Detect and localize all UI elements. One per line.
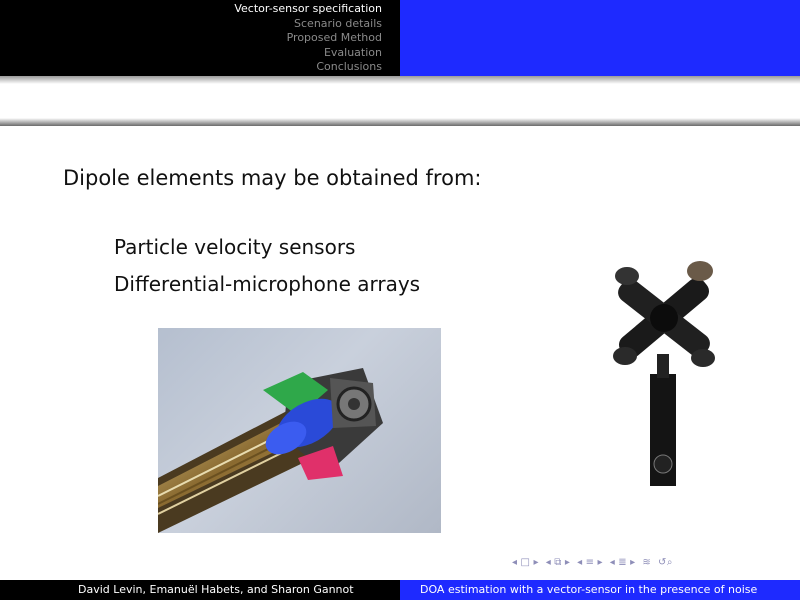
prev-part-icon[interactable]: ◂: [609, 557, 616, 568]
part-icon[interactable]: ≣: [618, 557, 628, 568]
beamer-navigation-bar: [512, 557, 676, 568]
search-icon[interactable]: ↺⌕: [657, 557, 673, 568]
prev-frame-icon[interactable]: ◂: [512, 557, 518, 568]
next-subsection-icon[interactable]: ▸: [564, 557, 571, 568]
footer-authors: David Levin, Emanuël Habets, and Sharon Gannot: [78, 583, 354, 596]
footer-right: [400, 580, 800, 600]
nav-section-vector-sensor-specification[interactable]: Vector-sensor specification: [234, 2, 382, 15]
prev-section-icon[interactable]: ◂: [577, 557, 583, 568]
microphone-photo: [605, 246, 725, 491]
nav-section-evaluation[interactable]: Evaluation: [323, 45, 382, 59]
header-left-panel: [0, 0, 400, 76]
section-navigation: [234, 2, 382, 75]
next-part-icon[interactable]: ▸: [630, 557, 636, 568]
header-shadow: [0, 76, 800, 84]
particle-velocity-sensor-photo: [158, 328, 441, 533]
footer-left: [0, 580, 400, 600]
list-item: Particle velocity sensors: [114, 235, 356, 259]
nav-section-conclusions[interactable]: Conclusions: [316, 60, 382, 73]
frame-icon[interactable]: □: [520, 557, 531, 568]
nav-section-scenario-details[interactable]: Scenario details: [294, 16, 382, 30]
intro-text: Dipole elements may be obtained from:: [63, 166, 482, 190]
prev-subsection-icon[interactable]: ◂: [545, 557, 552, 568]
header-right-panel: [400, 0, 800, 76]
subsection-icon[interactable]: ⧉: [554, 557, 562, 568]
next-frame-icon[interactable]: ▸: [533, 557, 540, 568]
list-item: Differential-microphone arrays: [114, 272, 421, 296]
nav-section-proposed-method[interactable]: Proposed Method: [286, 31, 382, 44]
frame-title-shadow: [0, 118, 800, 126]
next-section-icon[interactable]: ▸: [597, 557, 604, 568]
outline-icon[interactable]: ≋: [642, 557, 652, 568]
footer-title: DOA estimation with a vector-sensor in the presence of noise: [420, 583, 758, 596]
section-icon[interactable]: ≡: [585, 557, 595, 568]
